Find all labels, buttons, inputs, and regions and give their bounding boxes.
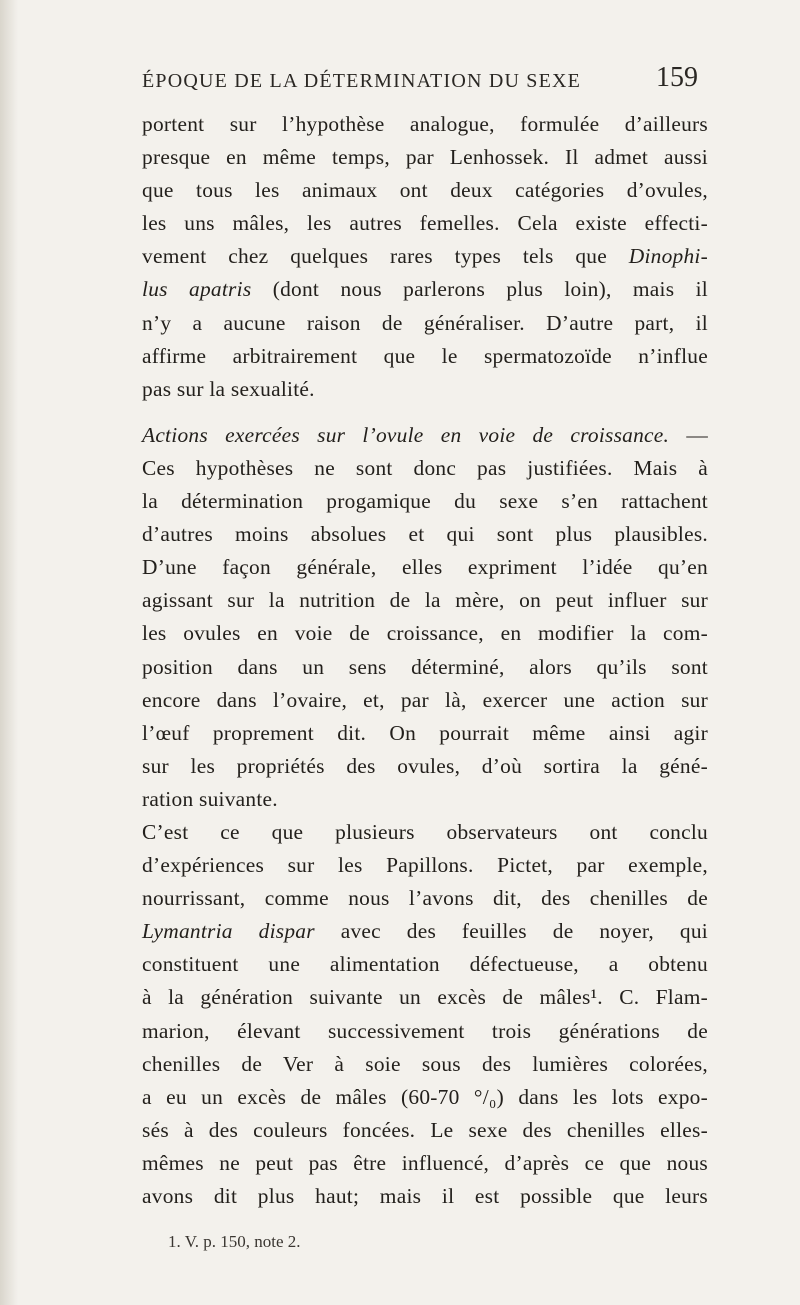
text-segment: pas sur la sexualité. [142, 376, 315, 401]
body-text [142, 108, 708, 1213]
running-head [0, 62, 800, 102]
text-segment: avec des feuilles de noyer, qui [314, 919, 708, 944]
text-segment: a eu un excès de mâles (60-70 °/₀) dans les lots expo- [142, 1084, 708, 1109]
text-line [142, 485, 708, 518]
text-line [142, 174, 708, 207]
text-segment: — [669, 422, 708, 447]
text-segment: presque en même temps, par Lenhossek. Il admet aussi [142, 145, 708, 170]
text-line [142, 617, 708, 650]
text-segment: n’y a aucune raison de généraliser. D’autre part, il [142, 310, 708, 335]
text-line [142, 1180, 708, 1213]
text-segment: nourrissant, comme nous l’avons dit, des chenilles de [142, 886, 708, 911]
text-line [142, 783, 708, 816]
page-gutter-shadow [0, 0, 18, 1305]
text-line [142, 1081, 708, 1114]
text-line [142, 981, 708, 1014]
text-line [142, 849, 708, 882]
text-segment: vement chez quelques rares types tels que [142, 244, 629, 269]
italic-text: Lymantria dispar [142, 919, 315, 944]
text-line [142, 452, 708, 485]
text-segment: la détermination progamique du sexe s’en rattachent [142, 489, 708, 514]
paragraph-gap [142, 406, 708, 419]
text-segment: d’expériences sur les Papillons. Pictet, par exemple, [142, 853, 708, 878]
text-segment: que tous les animaux ont deux catégories d’ovules, [142, 178, 708, 203]
text-line [142, 1114, 708, 1147]
text-line [142, 207, 708, 240]
text-segment: portent sur l’hypothèse analogue, formulée d’ailleurs [142, 112, 708, 136]
text-segment: encore dans l’ovaire, et, par là, exercer une action sur [142, 687, 708, 712]
text-line [142, 684, 708, 717]
text-line [142, 584, 708, 617]
text-line [142, 108, 708, 141]
text-line [142, 419, 708, 452]
text-segment: position dans un sens déterminé, alors qu’ils sont [142, 654, 708, 679]
text-line [142, 717, 708, 750]
text-line [142, 551, 708, 584]
text-segment: C’est ce que plusieurs observateurs ont conclu [142, 819, 708, 844]
text-segment: à la génération suivante un excès de mâles¹. C. Flam- [142, 985, 708, 1010]
text-line [142, 340, 708, 373]
text-segment: marion, élevant successivement trois générations de [142, 1018, 708, 1043]
text-line [142, 816, 708, 849]
text-line [142, 273, 708, 306]
text-line [142, 518, 708, 551]
text-line [142, 915, 708, 948]
text-line [142, 307, 708, 340]
text-segment: les uns mâles, les autres femelles. Cela existe effecti- [142, 211, 708, 236]
text-line [142, 651, 708, 684]
text-segment: agissant sur la nutrition de la mère, on peut influer sur [142, 588, 708, 613]
text-line [142, 141, 708, 174]
text-line [142, 750, 708, 783]
running-title: ÉPOQUE DE LA DÉTERMINATION DU SEXE [142, 70, 582, 92]
text-segment: constituent une alimentation défectueuse, a obtenu [142, 952, 708, 977]
text-line [142, 882, 708, 915]
text-line [142, 1015, 708, 1048]
text-line [142, 240, 708, 273]
footnote: 1. V. p. 150, note 2. [168, 1232, 301, 1251]
text-line [142, 373, 708, 406]
text-segment: chenilles de Ver à soie sous des lumières colorées, [142, 1051, 708, 1076]
text-line [142, 1048, 708, 1081]
italic-text: lus apatris [142, 277, 252, 302]
text-segment: Ces hypothèses ne sont donc pas justifiées. Mais à [142, 455, 708, 480]
italic-text: Actions exercées sur l’ovule en voie de croissance. [142, 422, 670, 447]
text-segment: (dont nous parlerons plus loin), mais il [251, 277, 708, 302]
page-number: 159 [656, 62, 698, 93]
text-segment: D’une façon générale, elles expriment l’idée qu’en [142, 555, 708, 580]
text-segment: affirme arbitrairement que le spermatozoïde n’influe [142, 343, 708, 368]
text-segment: sur les propriétés des ovules, d’où sortira la géné- [142, 753, 708, 778]
text-line [142, 1147, 708, 1180]
text-segment: ration suivante. [142, 786, 278, 811]
text-segment: sés à des couleurs foncées. Le sexe des chenilles elles- [142, 1117, 708, 1142]
text-segment: l’œuf proprement dit. On pourrait même ainsi agir [142, 720, 708, 745]
text-segment: les ovules en voie de croissance, en modifier la com- [142, 621, 708, 646]
text-segment: avons dit plus haut; mais il est possible que leurs [142, 1184, 708, 1208]
text-segment: d’autres moins absolues et qui sont plus plausibles. [142, 522, 708, 547]
italic-text: Dinophi- [628, 244, 708, 269]
text-line [142, 948, 708, 981]
text-segment: mêmes ne peut pas être influencé, d’après ce que nous [142, 1150, 708, 1175]
